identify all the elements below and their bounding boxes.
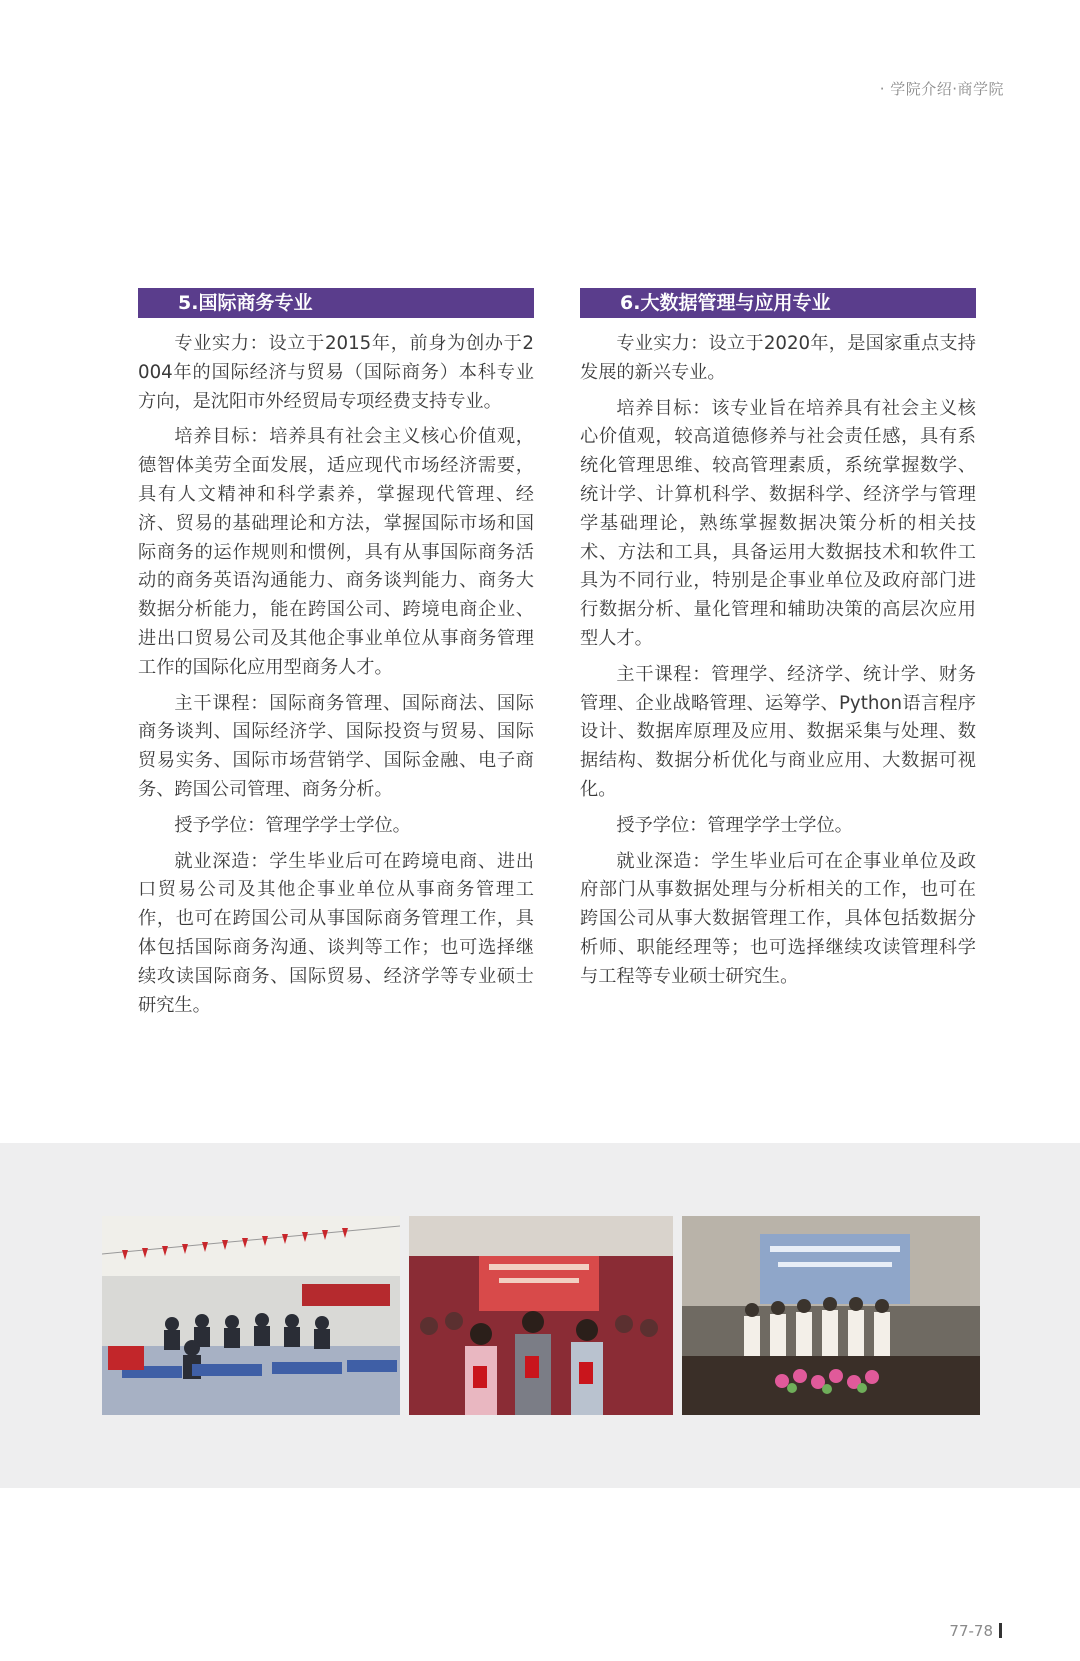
section-title: 6.大数据管理与应用专业 xyxy=(580,288,976,318)
section-header-tag: · 学院介绍·商学院 xyxy=(879,80,1004,98)
signing-ceremony-photo xyxy=(682,1216,980,1415)
paragraph-strength: 专业实力：设立于2015年，前身为创办于2004年的国际经济与贸易（国际商务）本科专业方向，是沈阳市外经贸局专项经费支持专业。 xyxy=(138,333,534,412)
classroom-photo xyxy=(102,1216,400,1415)
paragraph-goal: 培养目标：该专业旨在培养具有社会主义核心价值观，较高道德修养与社会责任感，具有系统化管理思维、较高管理素质，系统掌握数学、统计学、计算机科学、数据科学、经济学与管理学基础理论，熟练掌握数据决策分析的相关技术、方法和工具，具备运用大数据技术和软件工具为不同行业，特别是企事业单位及政府部门进行数据分析、量化管理和辅助决策的高层次应用型人才。 xyxy=(580,397,976,649)
paragraph-degree: 授予学位：管理学学士学位。 xyxy=(174,814,411,836)
paragraph-career: 就业深造：学生毕业后可在企事业单位及政府部门从事数据处理与分析相关的工作，也可在跨国公司从事大数据管理工作，具体包括数据分析师、职能经理等；也可选择继续攻读管理科学与工程等专业硕士研究生。 xyxy=(580,850,976,987)
paragraph-courses: 主干课程：管理学、经济学、统计学、财务管理、企业战略管理、运筹学、Python语言程序设计、数据库原理及应用、数据采集与处理、数据结构、数据分析优化与商业应用、大数据可视化。 xyxy=(580,663,976,800)
major-column-international-business xyxy=(138,288,534,1027)
section-title: 5.国际商务专业 xyxy=(138,288,534,318)
page-number: 77-78 xyxy=(949,1622,1002,1640)
major-column-big-data xyxy=(580,288,976,999)
award-ceremony-photo xyxy=(409,1216,673,1415)
paragraph-strength: 专业实力：设立于2020年，是国家重点支持发展的新兴专业。 xyxy=(580,333,976,383)
paragraph-career: 就业深造：学生毕业后可在跨境电商、进出口贸易公司及其他企事业单位从事商务管理工作，也可在跨国公司从事国际商务管理工作，具体包括国际商务沟通、谈判等工作；也可选择继续攻读国际商务、国际贸易、经济学等专业硕士研究生。 xyxy=(138,850,534,1016)
paragraph-goal: 培养目标：培养具有社会主义核心价值观，德智体美劳全面发展，适应现代市场经济需要，具有人文精神和科学素养，掌握现代管理、经济、贸易的基础理论和方法，掌握国际市场和国际商务的运作规则和惯例，具有从事国际商务活动的商务英语沟通能力、商务谈判能力、商务大数据分析能力，能在跨国公司、跨境电商企业、进出口贸易公司及其他企事业单位从事商务管理工作的国际化应用型商务人才。 xyxy=(138,426,534,678)
paragraph-degree: 授予学位：管理学学士学位。 xyxy=(616,814,853,836)
paragraph-courses: 主干课程：国际商务管理、国际商法、国际商务谈判、国际经济学、国际投资与贸易、国际贸易实务、国际市场营销学、国际金融、电子商务、跨国公司管理、商务分析。 xyxy=(138,692,534,800)
